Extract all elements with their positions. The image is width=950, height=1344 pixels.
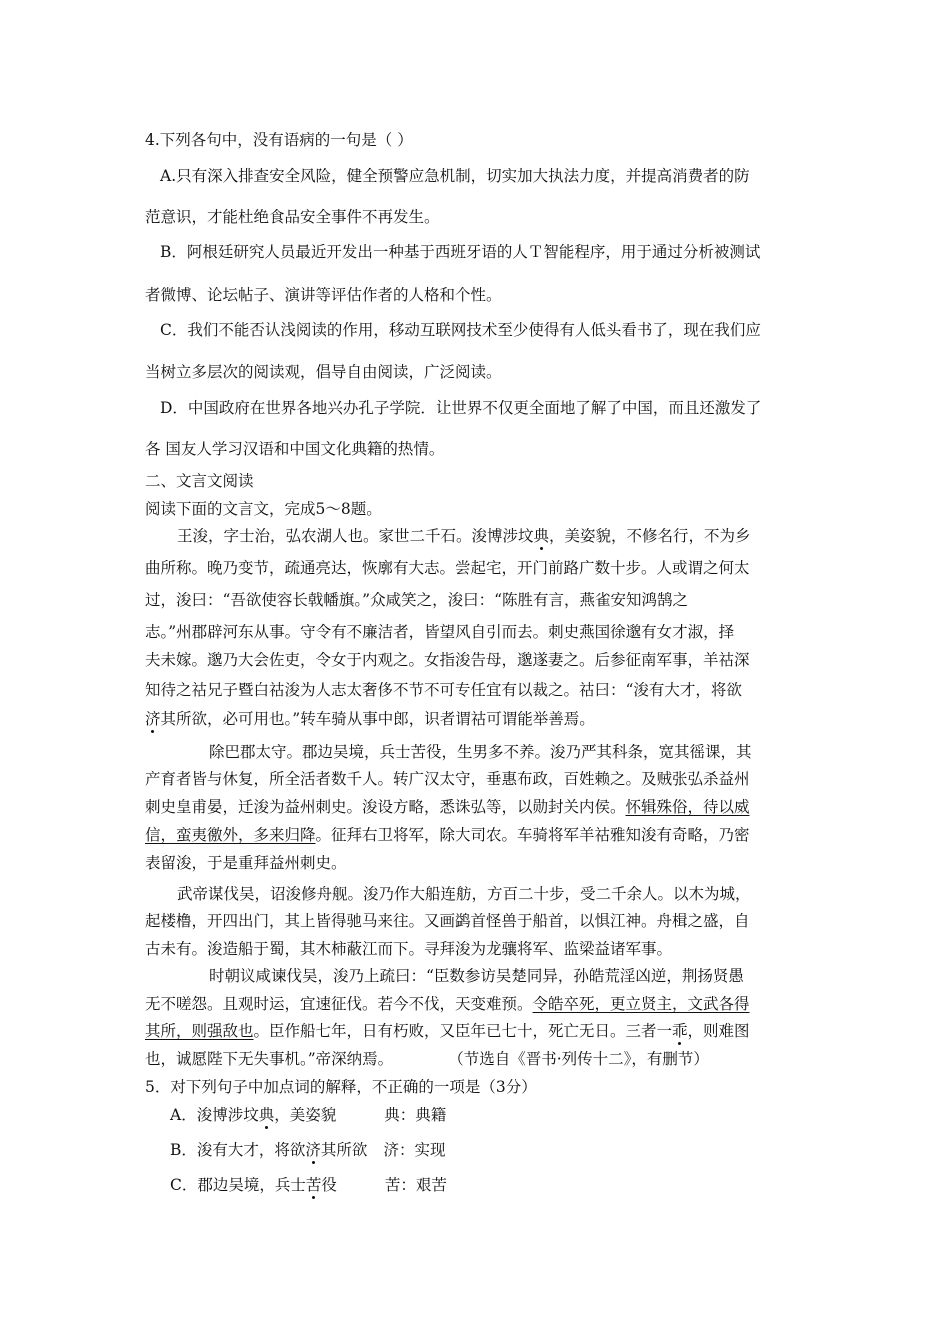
emphasis-dot-ji: 济 [145,710,161,728]
passage-p4-line2: 无不嗟怨。且观时运，宜速征伐。若今不伐，天变难预。令皓卒死，更立贤主，文武各得 [145,995,750,1013]
passage-p1-line5: 夫未嫁。邈乃大会佐吏，令女于内观之。女指浚告母，邈遂妻之。后参征南军事，羊祜深 [145,651,750,669]
underlined-sentence-1a: 怀辑殊俗，待以威 [625,798,750,816]
emphasis-dot-ji-q5: 济 [305,1141,321,1159]
emphasis-dot-guai: 乖 [672,1022,688,1040]
underlined-sentence-1b: 信，蛮夷徼外，多来归降 [145,826,316,844]
passage-p1-line4: 志。”州郡辟河东从事。守令有不廉洁者，皆望风自引而去。刺史燕国徐邈有女才淑，择 [145,623,735,641]
emphasis-dot-dian-q5: 典 [258,1106,275,1124]
q4-option-d-line2: 各 国友人学习汉语和中国文化典籍的热情。 [145,440,445,458]
q4-stem: 4.下列各句中，没有语病的一句是（ ） [145,131,413,149]
section-instruction: 阅读下面的文言文，完成5～8题。 [145,500,382,518]
passage-p1-line7: 济其所欲，必可用也。”转车骑从事中郎，识者谓祜可谓能举善焉。 [145,710,595,728]
emphasis-dot-ku-q5: 苦 [305,1176,322,1194]
q4-option-d-line1: D．中国政府在世界各地兴办孔子学院．让世界不仅更全面地了解了中国，而且还激发了 [160,399,762,417]
q4-option-a-line1: A.只有深入排查安全风险，健全预警应急机制，切实加大执法力度，并提高消费者的防 [160,167,750,185]
q5-stem: 5．对下列句子中加点词的解释，不正确的一项是（3分） [145,1078,537,1096]
passage-p1-line6: 知待之祜兄子暨白祜浚为人志太奢侈不节不可专任宜有以裁之。祜曰：“浚有大才，将欲 [145,681,742,699]
q5-option-c: C．郡边吴境，兵士苦役 苦：艰苦 [170,1176,447,1194]
underlined-sentence-2b: 其所，则强敌也 [145,1022,254,1040]
passage-p1-line3: 过，浚曰：“吾欲使容长戟幡旗。”众咸笑之，浚曰：“陈胜有言，燕雀安知鸿鹄之 [145,591,689,609]
emphasis-dot-dian: 典 [533,527,550,545]
passage-p2-line4: 信，蛮夷徼外，多来归降。征拜右卫将军，除大司农。车骑将军羊祜雅知浚有奇略，乃密 [145,826,750,844]
passage-p3-line2: 起楼橹，开四出门，其上皆得驰马来往。又画鹢首怪兽于船首，以惧江神。舟楫之盛，自 [145,912,750,930]
q4-option-c-line1: C．我们不能否认浅阅读的作用，移动互联网技术至少使得有人低头看书了，现在我们应 [160,321,761,339]
q4-option-b-line2: 者微博、论坛帖子、演讲等评估作者的人格和个性。 [145,286,502,304]
passage-p3-line3: 古未有。浚造船于蜀，其木柿蔽江而下。寻拜浚为龙骧将军、监梁益诸军事。 [145,940,673,958]
passage-p3-line1: 武帝谋伐吴，诏浚修舟舰。浚乃作大船连舫，方百二十步，受二千余人。以木为城， [177,885,751,903]
section-title: 二、文言文阅读 [145,472,254,490]
passage-p2-line3: 刺史皇甫晏，迁浚为益州刺史。浚设方略，悉诛弘等，以勋封关内侯。怀辑殊俗，待以威 [145,798,750,816]
passage-p4-line4: 也，诚愿陛下无失事机。”帝深纳焉。 （节选自《晋书·列传十二》，有删节） [145,1050,709,1068]
q5-option-c-answer: 苦：艰苦 [384,1176,447,1194]
passage-p1-line2: 曲所称。晚乃变节，疏通亮达，恢廓有大志。尝起宅，开门前路广数十步。人或谓之何太 [145,559,750,577]
passage-p1-line1: 王浚，字士治，弘农湖人也。家世二千石。浚博涉坟典，美姿貌，不修名行，不为乡 [177,527,751,545]
passage-p4-line1: 时朝议咸谏伐吴，浚乃上疏曰：“臣数参访吴楚同异，孙皓荒淫凶逆，荆扬贤愚 [209,967,744,985]
q4-option-a-line2: 范意识，才能杜绝食品安全事件不再发生。 [145,208,440,226]
q4-option-c-line2: 当树立多层次的阅读观，倡导自由阅读，广泛阅读。 [145,363,502,381]
passage-p2-line5: 表留浚，于是重拜益州刺史。 [145,854,347,872]
passage-p2-line1: 除巴郡太守。郡边吴境，兵士苦役，生男多不养。浚乃严其科条，宽其徭课，其 [209,743,752,761]
underlined-sentence-2a: 令皓卒死，更立贤主，文武各得 [532,995,750,1013]
q5-option-b: B．浚有大才，将欲济其所欲 济：实现 [170,1141,446,1159]
q5-option-b-answer: 济：实现 [383,1141,446,1159]
q5-option-a: A．浚博涉坟典，美姿貌 典：典籍 [170,1106,447,1124]
q5-option-a-answer: 典：典籍 [384,1106,447,1124]
source-citation: （节选自《晋书·列传十二》，有删节） [448,1050,709,1068]
passage-p2-line2: 产育者皆与休复，所全活者数千人。转广汉太守，垂惠布政，百姓赖之。及贼张弘杀益州 [145,770,750,788]
passage-p4-line3: 其所，则强敌也。臣作船七年，日有朽败，又臣年已七十，死亡无日。三者一乖，则难图 [145,1022,750,1040]
q4-option-b-line1: B．阿根廷研究人员最近开发出一种基于西班牙语的人Ｔ智能程序，用于通过分析被测试 [160,243,761,261]
